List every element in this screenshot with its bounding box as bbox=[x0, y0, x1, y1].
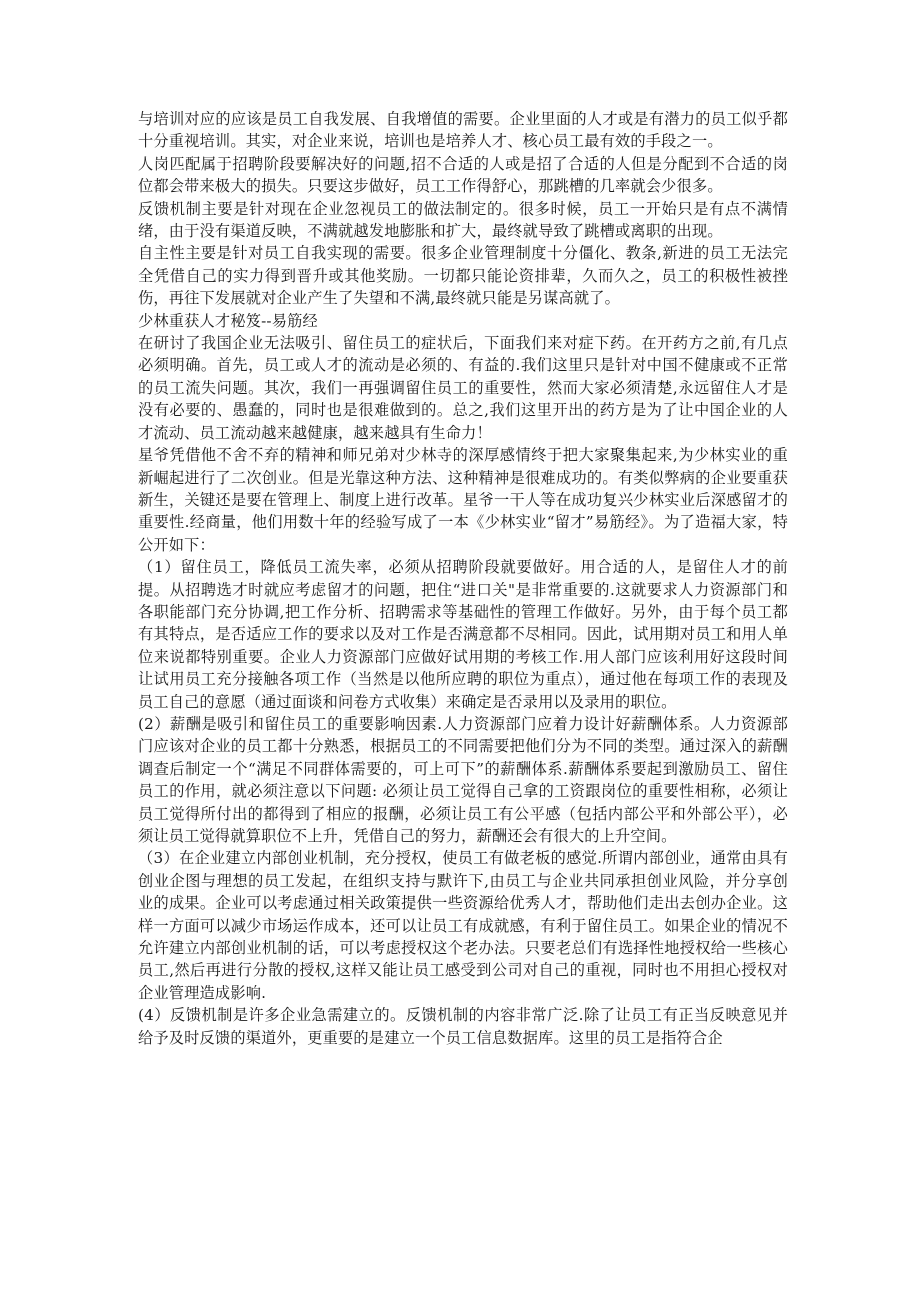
paragraph-job-matching: 人岗匹配属于招聘阶段要解决好的问题,招不合适的人或是招了合适的人但是分配到不合适的岗位都会带来极大的损失。只要这步做好，员工工作得舒心，那跳槽的几率就会少很多。 bbox=[138, 154, 788, 196]
paragraph-training: 与培训对应的应该是员工自我发展、自我增值的需要。企业里面的人才或是有潜力的员工似乎都十分重视培训。其实，对企业来说，培训也是培养人才、核心员工最有效的手段之一。 bbox=[138, 110, 788, 151]
paragraph-autonomy: 自主性主要是针对员工自我实现的需要。很多企业管理制度十分僵化、教条,新进的员工无法完全凭借自己的实力得到晋升或其他奖励。一切都只能论资排辈，久而久之，员工的积极性被挫伤，再往下发展就对企业产生了失望和不满,最终就只能是另谋高就了。 bbox=[138, 244, 788, 308]
paragraph-intro: 在研讨了我国企业无法吸引、留住员工的症状后，下面我们来对症下药。在开药方之前,有几点必须明确。首先，员工或人才的流动是必须的、有益的.我们这里只是针对中国不健康或不正常的员工流失问题。其次，我们一再强调留住员工的重要性，然而大家必须清楚,永远留住人才是没有必要的、愚蠢的，同时也是很难做到的。总之,我们这里开出的药方是为了让中国企业的人才流动、员工流动越来越健康，越来越具有生命力！ bbox=[138, 334, 788, 442]
paragraph-item-4: (4）反馈机制是许多企业急需建立的。反馈机制的内容非常广泛.除了让员工有正当反映意见并给予及时反馈的渠道外，更重要的是建立一个员工信息数据库。这里的员工是指符合企 bbox=[138, 1006, 788, 1047]
section-heading: 少林重获人才秘笈--易筋经 bbox=[138, 311, 318, 330]
paragraph-item-2: (2）薪酬是吸引和留住员工的重要影响因素.人力资源部门应着力设计好薪酬体系。人力资源部门应该对企业的员工都十分熟悉，根据员工的不同需要把他们分为不同的类型。通过深入的薪酬调查后制定一个“满足不同群体需要的，可上可下”的薪酬体系.薪酬体系要起到激励员工、留住员工的作用，就必须注意以下问题: 必须让员工觉得自己拿的工资跟岗位的重要性相称，必须让员工觉得所付出的都得到了相应的报酬，必须让员工有公平感（包括内部公平和外部公平），必须让员工觉得就算职位不上升，凭借自己的努力，薪酬还会有很大的上升空间。 bbox=[138, 714, 788, 845]
paragraph-shaolin: 星爷凭借他不舍不弃的精神和师兄弟对少林寺的深厚感情终于把大家聚集起来,为少林实业的重新崛起进行了二次创业。但是光靠这种方法、这种精神是很难成功的。有类似弊病的企业要重获新生，关键还是要在管理上、制度上进行改革。星爷一干人等在成功复兴少林实业后深感留才的重要性.经商量，他们用数十年的经验写成了一本《少林实业“留才”易筋经》。为了造福大家，特公开如下： bbox=[138, 446, 788, 554]
paragraph-item-3: （3）在企业建立内部创业机制，充分授权，使员工有做老板的感觉.所谓内部创业，通常由具有创业企图与理想的员工发起，在组织支持与默许下,由员工与企业共同承担创业风险，并分享创业的成果。企业可以考虑通过相关政策提供一些资源给优秀人才，帮助他们走出去创办企业。这样一方面可以减少市场运作成本，还可以让员工有成就感，有利于留住员工。如果企业的情况不允许建立内部创业机制的话，可以考虑授权这个老办法。只要老总们有选择性地授权给一些核心员工,然后再进行分散的授权,这样又能让员工感受到公司对自己的重视，同时也不用担心授权对企业管理造成影响. bbox=[138, 849, 788, 1002]
document-body bbox=[138, 108, 788, 1049]
paragraph-item-1: （1）留住员工，降低员工流失率，必须从招聘阶段就要做好。用合适的人，是留住人才的前提。从招聘选才时就应考虑留才的问题，把住“进口关"是非常重要的.这就要求人力资源部门和各职能部门充分协调,把工作分析、招聘需求等基础性的管理工作做好。另外，由于每个员工都有其特点，是否适应工作的要求以及对工作是否满意都不尽相同。因此，试用期对员工和用人单位来说都特别重要。企业人力资源部门应做好试用期的考核工作.用人部门应该利用好这段时间让试用员工充分接触各项工作（当然是以他所应聘的职位为重点），通过他在每项工作的表现及员工自己的意愿（通过面谈和问卷方式收集）来确定是否录用以及录用的职位。 bbox=[138, 558, 788, 711]
paragraph-feedback: 反馈机制主要是针对现在企业忽视员工的做法制定的。很多时候，员工一开始只是有点不满情绪，由于没有渠道反映，不满就越发地膨胀和扩大，最终就导致了跳槽或离职的出现。 bbox=[138, 199, 788, 241]
